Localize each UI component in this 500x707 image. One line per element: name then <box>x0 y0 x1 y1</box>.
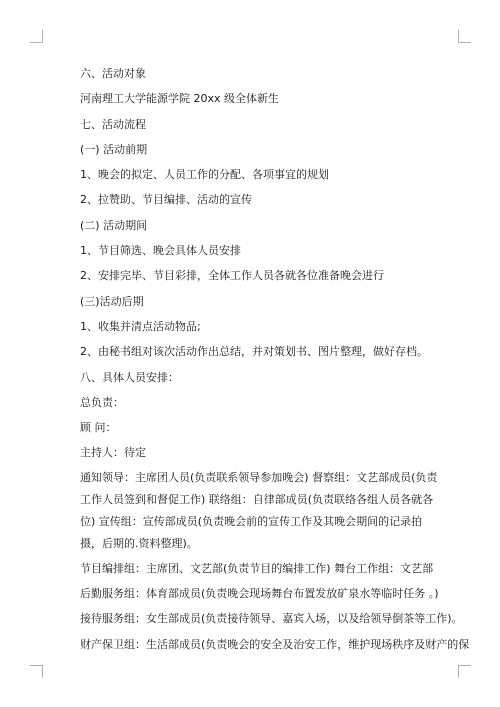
section-heading-participants: 六、活动对象 <box>80 67 146 80</box>
crop-mark-top-right <box>458 30 471 43</box>
staff-general-manager: 总负责： <box>80 395 124 409</box>
section-heading-process: 七、活动流程 <box>80 117 146 131</box>
paragraph-reception-group: 接待服务组：女生部成员(负责接待领导、嘉宾入场，以及给领导倒茶等工作)。 <box>80 612 463 626</box>
subheading-pre-event: (一) 活动前期 <box>80 142 148 156</box>
paragraph-logistics-group: 后勤服务组：体育部成员(负责晚会现场舞台布置发放矿泉水等临时任务 。) <box>80 587 439 601</box>
staff-host: 主持人：待定 <box>80 446 146 460</box>
document-body <box>80 66 470 662</box>
list-item: 2、安排完毕、节目彩排，全体工作人员各就各位准备晚会进行 <box>80 269 384 283</box>
list-item: 1、晚会的拟定、人员工作的分配、各项事宜的规划 <box>80 168 329 182</box>
paragraph-security-group: 财产保卫组：生活部成员(负责晚会的安全及治安工作，维护现场秩序及财产的保 <box>80 637 470 651</box>
subheading-during-event: (二) 活动期间 <box>80 218 148 232</box>
paragraph-program-group: 节目编排组：主席团、文艺部(负责节目的编排工作) 舞台工作组：文艺部 <box>80 561 434 575</box>
list-item: 1、节目筛选、晚会具体人员安排 <box>80 244 241 258</box>
section-heading-staffing: 八、具体人员安排： <box>80 370 179 384</box>
crop-mark-bottom-left <box>30 665 43 678</box>
subheading-post-event: (三)活动后期 <box>80 294 144 308</box>
crop-mark-bottom-right <box>458 665 471 678</box>
list-item: 1、收集并清点活动物品; <box>80 319 201 333</box>
list-item: 2、由秘书组对该次活动作出总结，并对策划书、图片整理，做好存档。 <box>80 345 428 359</box>
paragraph-notification-groups: 通知领导：主席团人员(负责联系领导参加晚会) 督察组：文艺部成员(负责工作人员签到和督促工作) 联络组：自律部成员(负责联络各组人员各就各位) 宣传组：宣传部成员(负责晚会前的宣传工作及其晚会期间的记录拍摄，后期的.资料整理)。 <box>80 470 438 550</box>
participants-text: 河南理工大学能源学院 20xx 级全体新生 <box>80 92 280 106</box>
crop-mark-top-left <box>30 30 43 43</box>
staff-advisor: 顾 问： <box>80 421 117 435</box>
list-item: 2、拉赞助、节目编排、活动的宣传 <box>80 193 252 207</box>
